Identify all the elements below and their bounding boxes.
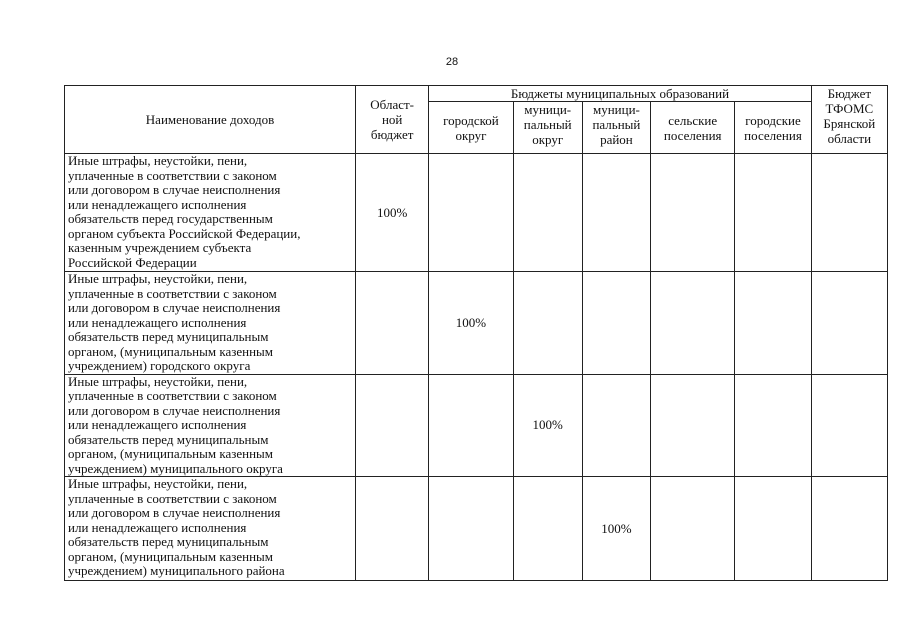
regional-share-cell: [356, 272, 429, 375]
municipal-rayon-share-cell: [582, 374, 650, 477]
city-district-share-cell: [429, 374, 513, 477]
urban-settlements-share-cell: [735, 374, 811, 477]
regional-share-cell: 100%: [356, 154, 429, 272]
header-rural-settlements: сельские поселения: [651, 102, 735, 154]
tfoms-share-cell: [811, 154, 887, 272]
header-regional-budget: Област- ной бюджет: [356, 86, 429, 154]
header-revenue-name: Наименование доходов: [65, 86, 356, 154]
municipal-rayon-share-cell: [582, 272, 650, 375]
header-municipal-rayon: муници- пальный район: [582, 102, 650, 154]
revenue-name-cell: Иные штрафы, неустойки, пени, уплаченные в соответствии с законом или договором в случае неисполнения или ненадлежащего исполнения обязательств перед муниципальным органом, (муниципальным казенным учреждением) муниципального округа: [65, 374, 356, 477]
municipal-okrug-share-cell: [513, 154, 582, 272]
tfoms-share-cell: [811, 272, 887, 375]
municipal-okrug-share-cell: [513, 477, 582, 581]
header-urban-settlements: городские поселения: [735, 102, 811, 154]
city-district-share-cell: 100%: [429, 272, 513, 375]
regional-share-cell: [356, 374, 429, 477]
urban-settlements-share-cell: [735, 272, 811, 375]
header-tfoms-budget: Бюджет ТФОМС Брянской области: [811, 86, 887, 154]
header-city-district: городской округ: [429, 102, 513, 154]
rural-settlements-share-cell: [651, 374, 735, 477]
header-municipal-budgets: Бюджеты муниципальных образований: [429, 86, 811, 102]
rural-settlements-share-cell: [651, 477, 735, 581]
tfoms-share-cell: [811, 374, 887, 477]
revenue-name-cell: Иные штрафы, неустойки, пени, уплаченные в соответствии с законом или договором в случае неисполнения или ненадлежащего исполнения обязательств перед муниципальным органом, (муниципальным казенным учреждением) городского округа: [65, 272, 356, 375]
table-row: [65, 272, 888, 375]
table-row: [65, 154, 888, 272]
rural-settlements-share-cell: [651, 154, 735, 272]
revenue-name-cell: Иные штрафы, неустойки, пени, уплаченные в соответствии с законом или договором в случае неисполнения или ненадлежащего исполнения обязательств перед государственным органом субъекта Российской Федерации, казенным учреждением субъекта Российской Федерации: [65, 154, 356, 272]
municipal-rayon-share-cell: 100%: [582, 477, 650, 581]
page-number: 28: [445, 56, 459, 68]
city-district-share-cell: [429, 154, 513, 272]
header-municipal-okrug: муници- пальный округ: [513, 102, 582, 154]
table-row: [65, 374, 888, 477]
municipal-rayon-share-cell: [582, 154, 650, 272]
urban-settlements-share-cell: [735, 154, 811, 272]
city-district-share-cell: [429, 477, 513, 581]
tfoms-share-cell: [811, 477, 887, 581]
urban-settlements-share-cell: [735, 477, 811, 581]
revenue-name-cell: Иные штрафы, неустойки, пени, уплаченные в соответствии с законом или договором в случае неисполнения или ненадлежащего исполнения обязательств перед муниципальным органом, (муниципальным казенным учреждением) муниципального района: [65, 477, 356, 581]
municipal-okrug-share-cell: 100%: [513, 374, 582, 477]
revenue-distribution-table: [64, 85, 888, 581]
regional-share-cell: [356, 477, 429, 581]
table-row: [65, 477, 888, 581]
rural-settlements-share-cell: [651, 272, 735, 375]
municipal-okrug-share-cell: [513, 272, 582, 375]
